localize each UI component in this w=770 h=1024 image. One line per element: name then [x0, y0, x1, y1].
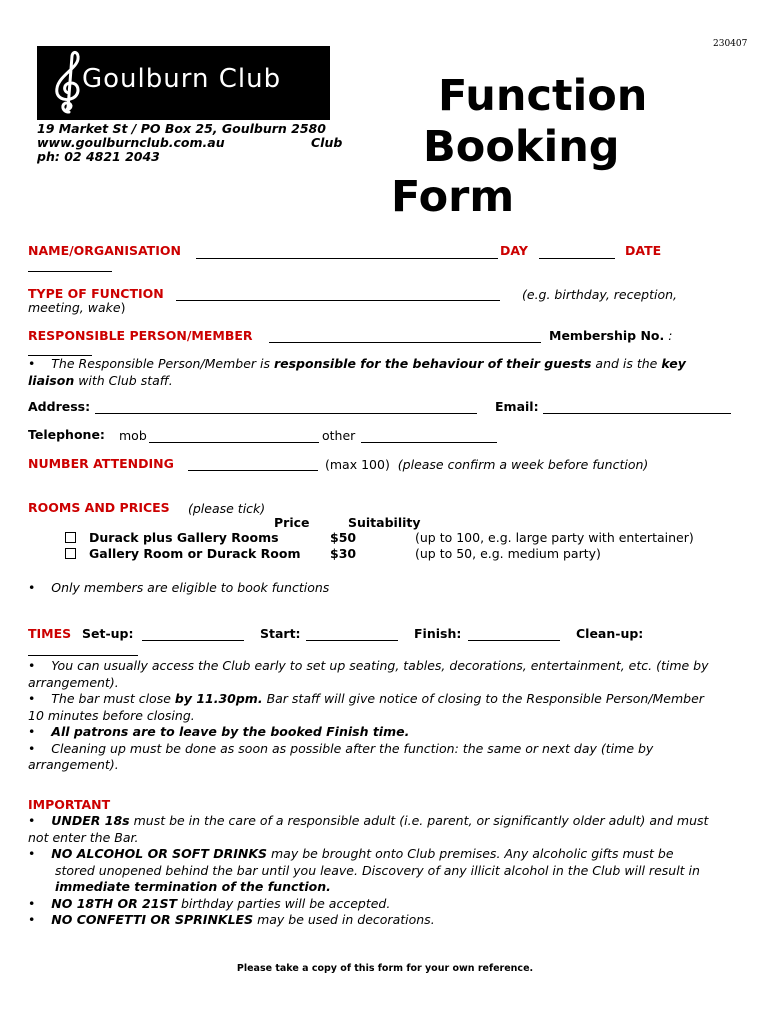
- address-label: Address:: [28, 399, 91, 414]
- club-address: [37, 122, 345, 168]
- setup-access-note: • You can usually access the Club early to set up seating, tables, decorations, entertainment, etc. (time by: [28, 658, 709, 673]
- type-of-function-field[interactable]: [176, 300, 500, 301]
- title-line-1: Function: [438, 71, 648, 121]
- reference-code: 230407: [713, 39, 748, 49]
- phone-line: ph: 02 4821 2043: [37, 149, 160, 164]
- title-line-2: Booking: [423, 122, 620, 172]
- no-confetti-note: • NO CONFETTI OR SPRINKLES may be used in decorations.: [28, 912, 435, 927]
- finish-time-field[interactable]: [468, 640, 560, 641]
- start-time-field[interactable]: [306, 640, 398, 641]
- email-label: Email:: [495, 399, 539, 414]
- cleanup-time-field[interactable]: [28, 655, 138, 656]
- name-organisation-label: NAME/ORGANISATION: [28, 243, 181, 258]
- other-phone-label: other: [322, 428, 356, 443]
- responsible-person-note: • The Responsible Person/Member is responsible for the behaviour of their guests and is the key liaison with Club staff.: [28, 356, 686, 388]
- cleanup-label: Clean-up:: [576, 626, 644, 641]
- room-option-suitability: (up to 50, e.g. medium party): [415, 546, 601, 561]
- leave-note: • All patrons are to leave by the booked Finish time.: [28, 724, 410, 739]
- day-label: DAY: [500, 243, 528, 258]
- type-hint: (e.g. birthday, reception,: [522, 287, 678, 302]
- responsible-person-field[interactable]: [269, 342, 541, 343]
- room-option-name: Durack plus Gallery Rooms: [89, 530, 279, 545]
- please-tick-hint: (please tick): [188, 501, 266, 516]
- rooms-and-prices-label: ROOMS AND PRICES: [28, 500, 170, 515]
- address-line: 19 Market St / PO Box 25, Goulburn 2580: [37, 122, 326, 136]
- name-organisation-field[interactable]: [196, 258, 498, 259]
- day-field[interactable]: [539, 258, 615, 259]
- members-only-note: • Only members are eligible to book functions: [28, 580, 330, 595]
- times-label: TIMES: [28, 626, 72, 641]
- room-option-checkbox[interactable]: [65, 548, 76, 559]
- website-line: www.goulburnclub.com.au Club: [37, 135, 343, 150]
- no-18th-21st-note: • NO 18TH OR 21ST birthday parties will be accepted.: [28, 895, 391, 911]
- mobile-field[interactable]: [149, 442, 319, 443]
- no-alcohol-note-continued: stored unopened behind the bar until you leave. Discovery of any illicit alcohol in the Club will result in: [55, 862, 700, 878]
- mob-label: mob: [119, 428, 147, 443]
- telephone-label: Telephone:: [28, 427, 105, 442]
- cleanup-note: • Cleaning up must be done as soon as possible after the function: the same or next day (time by: [28, 740, 654, 756]
- price-header: Price: [274, 515, 310, 530]
- email-field[interactable]: [543, 413, 731, 414]
- important-notes: [28, 813, 748, 929]
- title-line-3: Form: [391, 172, 515, 222]
- number-attending-label: NUMBER ATTENDING: [28, 456, 174, 471]
- date-label: DATE: [625, 243, 662, 258]
- times-notes: [28, 658, 748, 774]
- room-option-checkbox[interactable]: [65, 532, 76, 543]
- bar-close-note-continued: 10 minutes before closing.: [28, 707, 195, 723]
- important-label: IMPORTANT: [28, 797, 111, 812]
- no-alcohol-note: • NO ALCOHOL OR SOFT DRINKS may be brought onto Club premises. Any alcoholic gifts must be: [28, 846, 674, 861]
- type-hint-continued: meeting, wake): [28, 300, 126, 315]
- suitability-header: Suitability: [348, 515, 421, 530]
- footer-note: Please take a copy of this form for your own reference.: [236, 963, 534, 974]
- room-option-name: Gallery Room or Durack Room: [89, 546, 301, 561]
- responsible-person-label: RESPONSIBLE PERSON/MEMBER: [28, 328, 253, 343]
- room-option-suitability: (up to 100, e.g. large party with entertainer): [415, 530, 694, 545]
- membership-number-label: Membership No. :: [549, 328, 673, 343]
- address-field[interactable]: [95, 413, 477, 414]
- treble-clef-icon: [51, 50, 85, 116]
- other-phone-field[interactable]: [361, 442, 497, 443]
- room-option-price: $50: [330, 530, 357, 545]
- under-18-note: • UNDER 18s must be in the care of a responsible adult (i.e. parent, or significantly older adult) and must: [28, 813, 709, 828]
- under-18-note-continued: not enter the Bar.: [28, 829, 139, 845]
- setup-time-field[interactable]: [142, 640, 244, 641]
- logo-text: Goulburn Club: [82, 64, 282, 94]
- number-attending-field[interactable]: [188, 470, 318, 471]
- attending-note: (max 100) (please confirm a week before function): [325, 457, 649, 472]
- room-option-price: $30: [330, 546, 357, 561]
- cleanup-note-continued: arrangement).: [28, 757, 119, 772]
- bar-close-note: • The bar must close by 11.30pm. Bar staff will give notice of closing to the Responsible Person/Member: [28, 691, 704, 706]
- setup-access-note-continued: arrangement).: [28, 674, 119, 690]
- finish-label: Finish:: [414, 626, 462, 641]
- termination-note: immediate termination of the function.: [55, 879, 331, 894]
- type-of-function-label: TYPE OF FUNCTION: [28, 286, 164, 301]
- setup-label: Set-up:: [82, 626, 134, 641]
- club-logo: [37, 46, 330, 120]
- date-field[interactable]: [28, 271, 112, 272]
- start-label: Start:: [260, 626, 301, 641]
